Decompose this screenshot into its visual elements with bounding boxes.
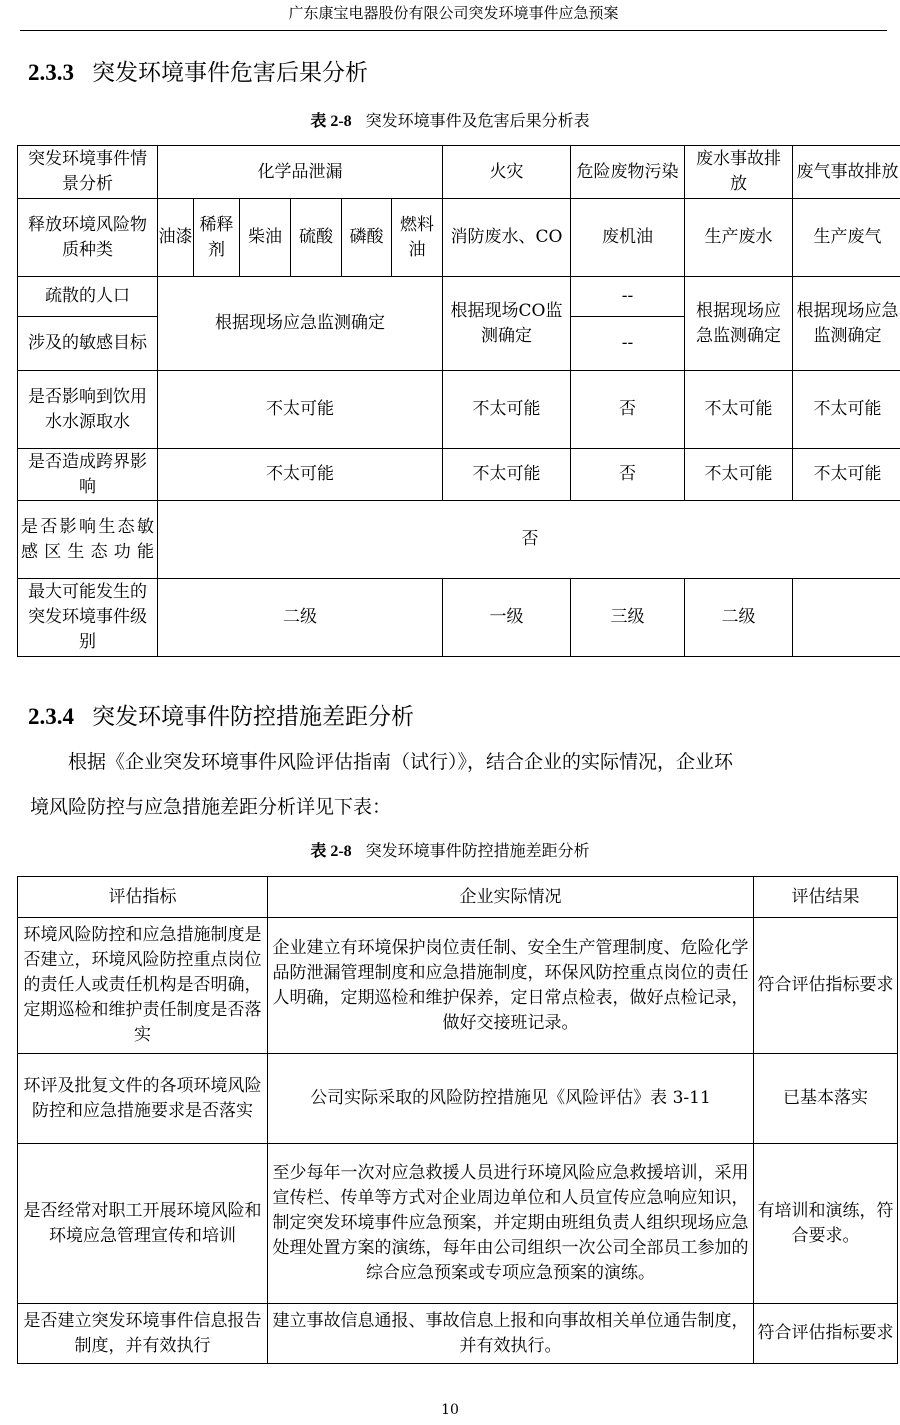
gas-release: 生产废气 (793, 199, 900, 277)
chem-item: 柴油 (240, 199, 291, 277)
chem-item: 燃料油 (392, 199, 443, 277)
fire-monitor: 根据现场CO监测确定 (443, 277, 571, 371)
level-chem: 二级 (158, 579, 443, 657)
table2-caption (0, 838, 900, 861)
water-drink: 不太可能 (685, 371, 793, 449)
situation-cell: 建立事故信息通报、事故信息上报和向事故相关单位通告制度，并有效执行。 (268, 1304, 754, 1364)
page-header: 广东康宝电器股份有限公司突发环境事件应急预案 (20, 0, 887, 31)
header-situation: 企业实际情况 (268, 877, 754, 918)
result-cell: 已基本落实 (754, 1054, 898, 1144)
row-label-sensitive: 涉及的敏感目标 (18, 317, 158, 371)
water-cross: 不太可能 (685, 449, 793, 501)
indicator-cell: 环评及批复文件的各项环境风险防控和应急措施要求是否落实 (18, 1054, 268, 1144)
table1-caption-title: 突发环境事件及危害后果分析表 (365, 111, 590, 130)
gap-analysis-table (17, 876, 898, 1364)
fire-drink: 不太可能 (443, 371, 571, 449)
result-cell: 符合评估指标要求 (754, 1304, 898, 1364)
header-result: 评估结果 (754, 877, 898, 918)
situation-cell: 公司实际采取的风险防控措施见《风险评估》表 3-11 (268, 1054, 754, 1144)
indicator-cell: 是否建立突发环境事件信息报告制度，并有效执行 (18, 1304, 268, 1364)
header-wastewater: 废水事故排放 (685, 146, 793, 199)
table1-caption-num: 表 2-8 (310, 113, 352, 130)
header-indicator: 评估指标 (18, 877, 268, 918)
table1-caption (0, 108, 900, 131)
paragraph-line: 境风险防控与应急措施差距分析详见下表： (30, 796, 392, 818)
chem-item: 硫酸 (291, 199, 342, 277)
section-heading-2-3-4 (28, 698, 414, 731)
header-chemical-leak: 化学品泄漏 (158, 146, 443, 199)
header-waste-gas: 废气事故排放 (793, 146, 900, 199)
intro-paragraph (30, 740, 890, 830)
situation-cell: 企业建立有环境保护岗位责任制、安全生产管理制度、危险化学品防泄漏管理制度和应急措施制度，环保风防控重点岗位的责任人明确，定期巡检和维护保养，定日常点检表，做好点检记录，做好交接班记录。 (268, 918, 754, 1054)
level-water: 二级 (685, 579, 793, 657)
table2-caption-num: 表 2-8 (310, 843, 352, 860)
eco-value: 否 (158, 501, 900, 579)
page-number: 10 (441, 1402, 459, 1418)
header-scenario: 突发环境事件情景分析 (18, 146, 158, 199)
haz-sensitive: -- (571, 317, 685, 371)
table2-caption-title: 突发环境事件防控措施差距分析 (365, 841, 590, 860)
section-title: 突发环境事件危害后果分析 (92, 60, 368, 86)
section-number: 2.3.4 (28, 704, 74, 729)
fire-release: 消防废水、CO (443, 199, 571, 277)
indicator-cell: 是否经常对职工开展环境风险和环境应急管理宣传和培训 (18, 1144, 268, 1304)
section-title: 突发环境事件防控措施差距分析 (92, 704, 414, 730)
row-label-people: 疏散的人口 (18, 277, 158, 317)
chem-item: 磷酸 (342, 199, 392, 277)
haz-people: -- (571, 277, 685, 317)
row-label-level: 最大可能发生的突发环境事件级别 (18, 579, 158, 657)
fire-cross: 不太可能 (443, 449, 571, 501)
gas-drink: 不太可能 (793, 371, 900, 449)
header-hazardous-waste: 危险废物污染 (571, 146, 685, 199)
result-cell: 有培训和演练，符合要求。 (754, 1144, 898, 1304)
level-haz: 三级 (571, 579, 685, 657)
water-monitor: 根据现场应急监测确定 (685, 277, 793, 371)
haz-release: 废机油 (571, 199, 685, 277)
haz-drink: 否 (571, 371, 685, 449)
chem-drink: 不太可能 (158, 371, 443, 449)
row-label-eco: 是否影响生态敏感区生态功能 (18, 501, 158, 579)
water-release: 生产废水 (685, 199, 793, 277)
section-number: 2.3.3 (28, 60, 74, 85)
haz-cross: 否 (571, 449, 685, 501)
section-heading-2-3-3 (28, 54, 368, 87)
gas-monitor: 根据现场应急监测确定 (793, 277, 900, 371)
result-cell: 符合评估指标要求 (754, 918, 898, 1054)
chem-cross: 不太可能 (158, 449, 443, 501)
level-gas (793, 579, 900, 657)
hazard-consequence-table (17, 145, 900, 657)
paragraph-line: 根据《企业突发环境事件风险评估指南（试行）》，结合企业的实际情况，企业环 (68, 751, 734, 773)
level-fire: 一级 (443, 579, 571, 657)
gas-cross: 不太可能 (793, 449, 900, 501)
row-label-release: 释放环境风险物质种类 (18, 199, 158, 277)
row-label-drink: 是否影响到饮用水水源取水 (18, 371, 158, 449)
chem-item: 油漆 (158, 199, 194, 277)
row-label-cross: 是否造成跨界影响 (18, 449, 158, 501)
situation-cell: 至少每年一次对应急救援人员进行环境风险应急救援培训，采用宣传栏、传单等方式对企业周边单位和人员宣传应急响应知识，制定突发环境事件应急预案，并定期由班组负责人组织现场应急处理处置方案的演练，每年由公司组织一次公司全部员工参加的综合应急预案或专项应急预案的演练。 (268, 1144, 754, 1304)
header-fire: 火灾 (443, 146, 571, 199)
chem-monitor: 根据现场应急监测确定 (158, 277, 443, 371)
indicator-cell: 环境风险防控和应急措施制度是否建立，环境风险防控重点岗位的责任人或责任机构是否明确，定期巡检和维护责任制度是否落实 (18, 918, 268, 1054)
chem-item: 稀释剂 (194, 199, 240, 277)
